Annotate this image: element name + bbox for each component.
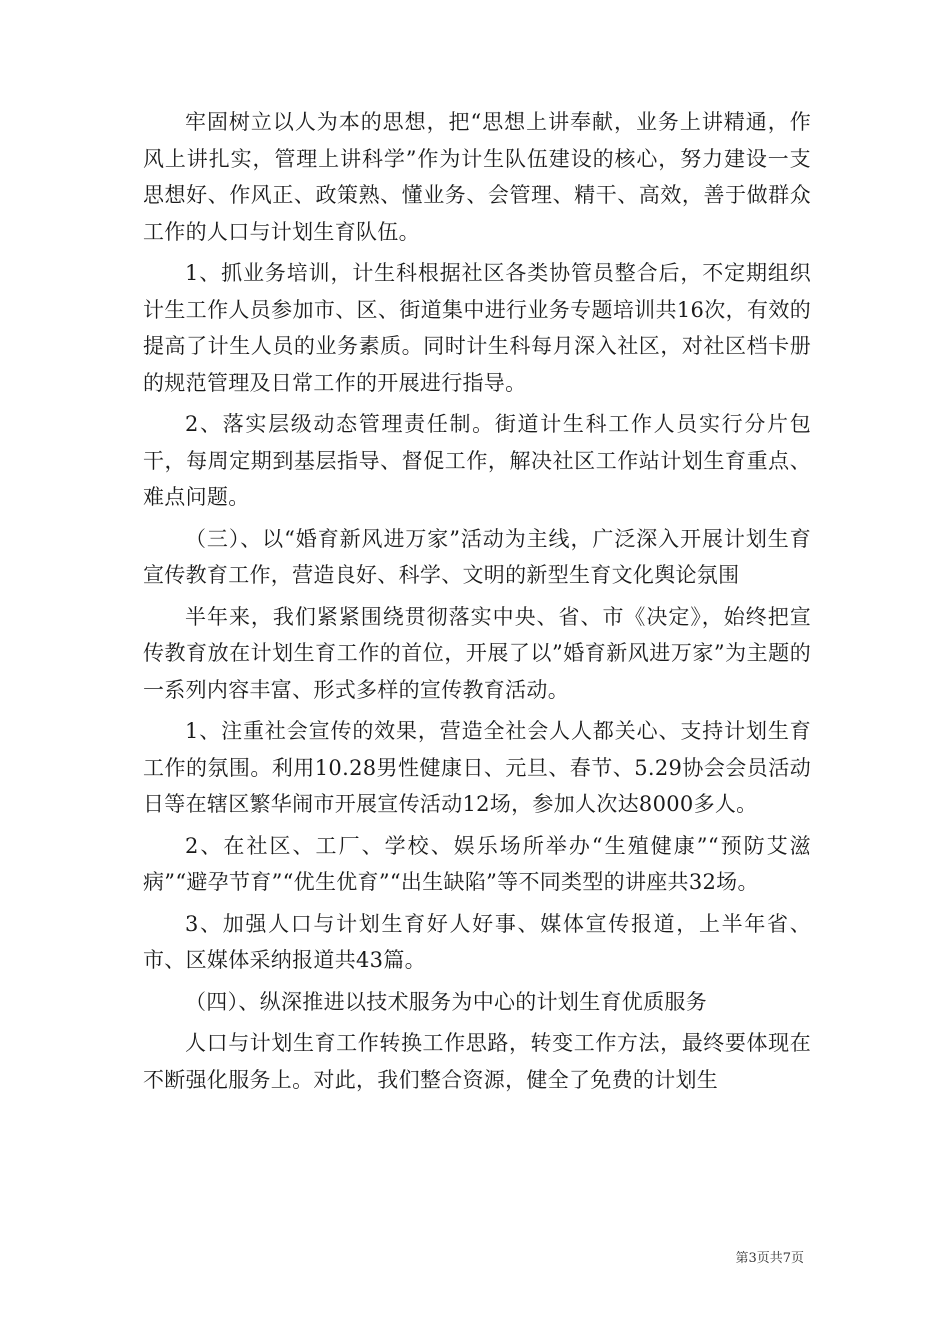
paragraph-responsibility: 2、落实层级动态管理责任制。街道计生科工作人员实行分片包干，每周定期到基层指导、督促工作，解决社区工作站计划生育重点、难点问题。: [143, 412, 811, 509]
paragraph-lectures: 2、在社区、工厂、学校、娱乐场所举办“生殖健康”“预防艾滋病”“避孕节育”“优生优育”“出生缺陷”等不同类型的讲座共32场。: [143, 833, 811, 894]
paragraph-training: 1、抓业务培训，计生科根据社区各类协管员整合后，不定期组织计生工作人员参加市、区、街道集中进行业务专题培训共16次，有效的提高了计生人员的业务素质。同时计生科每月深入社区，对社区档卡册的规范管理及日常工作的开展进行指导。: [143, 261, 811, 395]
section-heading-three: （三）、以“婚育新风进万家”活动为主线，广泛深入开展计划生育宣传教育工作，营造良好、科学、文明的新型生育文化舆论氛围: [143, 526, 811, 587]
paragraph-social-publicity: 1、注重社会宣传的效果，营造全社会人人都关心、支持计划生育工作的氛围。利用10.28男性健康日、元旦、春节、5.29协会会员活动日等在辖区繁华闹市开展宣传活动12场，参加人次达8000多人。: [143, 719, 811, 816]
section-heading-four: （四）、纵深推进以技术服务为中心的计划生育优质服务: [185, 989, 707, 1014]
paragraph-media-reports: 3、加强人口与计划生育好人好事、媒体宣传报道，上半年省、市、区媒体采纳报道共43篇。: [143, 911, 811, 972]
paragraph-half-year: 半年来，我们紧紧围绕贯彻落实中央、省、市《决定》，始终把宣传教育放在计划生育工作的首位，开展了以”婚育新风进万家”为主题的一系列内容丰富、形式多样的宣传教育活动。: [143, 604, 811, 702]
paragraph-team-building: 牢固树立以人为本的思想，把“思想上讲奉献，业务上讲精通，作风上讲扎实，管理上讲科学”作为计生队伍建设的核心，努力建设一支思想好、作风正、政策熟、懂业务、会管理、精干、高效，善于做群众工作的人口与计划生育队伍。: [143, 110, 811, 244]
document-body: [143, 104, 811, 1098]
paragraph-service: 人口与计划生育工作转换工作思路，转变工作方法，最终要体现在不断强化服务上。对此，我们整合资源，健全了免费的计划生: [143, 1031, 811, 1092]
page-number: 第3页共7页: [735, 1251, 804, 1266]
